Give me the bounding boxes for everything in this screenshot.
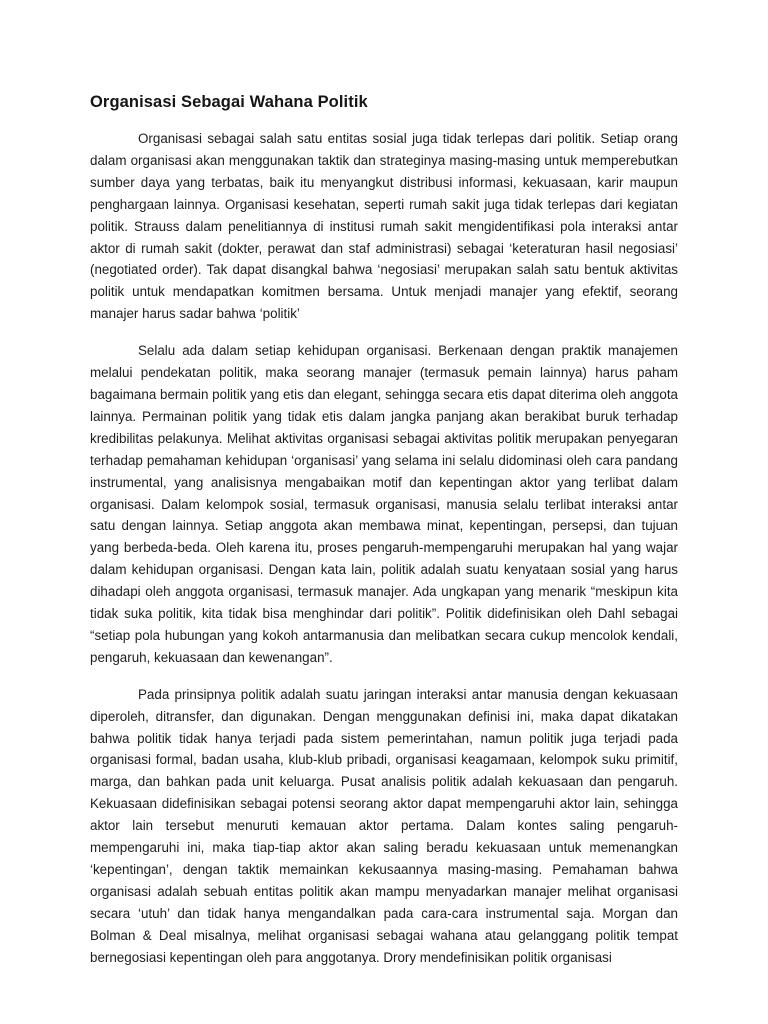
paragraph-2: Selalu ada dalam setiap kehidupan organisasi. Berkenaan dengan praktik manajemen melalui pendekatan politik, maka seorang manajer (termasuk pemain lainnya) harus paham bagaimana bermain politik yang etis dan elegant, sehingga secara etis dapat diterima oleh anggota lainnya. Permainan politik yang tidak etis dalam jangka panjang akan berakibat buruk terhadap kredibilitas pelakunya. Melihat aktivitas organisasi sebagai aktivitas politik merupakan penyegaran terhadap pemahaman kehidupan ‘organisasi’ yang selama ini selalu didominasi oleh cara pandang instrumental, yang analisisnya mengabaikan motif dan kepentingan aktor yang terlibat dalam organisasi. Dalam kelompok sosial, termasuk organisasi, manusia selalu terlibat interaksi antar satu dengan lainnya. Setiap anggota akan membawa minat, kepentingan, persepsi, dan tujuan yang berbeda-beda. Oleh karena itu, proses pengaruh-mempengaruhi merupakan hal yang wajar dalam kehidupan organisasi. Dengan kata lain, politik adalah suatu kenyataan sosial yang harus dihadapi oleh anggota organisasi, termasuk manajer. Ada ungkapan yang menarik “meskipun kita tidak suka politik, kita tidak bisa menghindar dari politik”. Politik didefinisikan oleh Dahl sebagai “setiap pola hubungan yang kokoh antarmanusia dan melibatkan secara cukup mencolok kendali, pengaruh, kekuasaan dan kewenangan”.: [90, 343, 678, 665]
document-page: [90, 92, 678, 984]
document-title: Organisasi Sebagai Wahana Politik: [90, 93, 368, 111]
paragraph-3: Pada prinsipnya politik adalah suatu jaringan interaksi antar manusia dengan kekuasaan diperoleh, ditransfer, dan digunakan. Dengan menggunakan definisi ini, maka dapat dikatakan bahwa politik tidak hanya terjadi pada sistem pemerintahan, namun politik juga terjadi pada organisasi formal, badan usaha, klub-klub pribadi, organisasi keagamaan, kelompok suku primitif, marga, dan bahkan pada unit keluarga. Pusat analisis politik adalah kekuasaan dan pengaruh. Kekuasaan didefinisikan sebagai potensi seorang aktor dapat mempengaruhi aktor lain, sehingga aktor lain tersebut menuruti kemauan aktor pertama. Dalam kontes saling pengaruh-mempengaruhi ini, maka tiap-tiap aktor akan saling beradu kekuasaan untuk memenangkan ‘kepentingan’, dengan taktik memainkan kekusaannya masing-masing. Pemahaman bahwa organisasi adalah sebuah entitas politik akan mampu menyadarkan manajer melihat organisasi secara ‘utuh’ dan tidak hanya mengandalkan pada cara-cara instrumental saja. Morgan dan Bolman & Deal misalnya, melihat organisasi sebagai wahana atau gelanggang politik tempat bernegosiasi kepentingan oleh para anggotanya. Drory mendefinisikan politik organisasi: [90, 686, 678, 965]
paragraph-1: Organisasi sebagai salah satu entitas sosial juga tidak terlepas dari politik. Setiap orang dalam organisasi akan menggunakan taktik dan strateginya masing-masing untuk memperebutkan sumber daya yang terbatas, baik itu menyangkut distribusi informasi, kekuasaan, karir maupun penghargaan lainnya. Organisasi kesehatan, seperti rumah sakit juga tidak terlepas dari kegiatan politik. Strauss dalam penelitiannya di institusi rumah sakit mengidentifikasi pola interaksi antar aktor di rumah sakit (dokter, perawat dan staf administrasi) sebagai ‘keteraturan hasil negosiasi’ (negotiated order). Tak dapat disangkal bahwa ‘negosiasi’ merupakan salah satu bentuk aktivitas politik untuk mendapatkan komitmen bersama. Untuk menjadi manajer yang efektif, seorang manajer harus sadar bahwa ‘politik’: [90, 131, 678, 322]
